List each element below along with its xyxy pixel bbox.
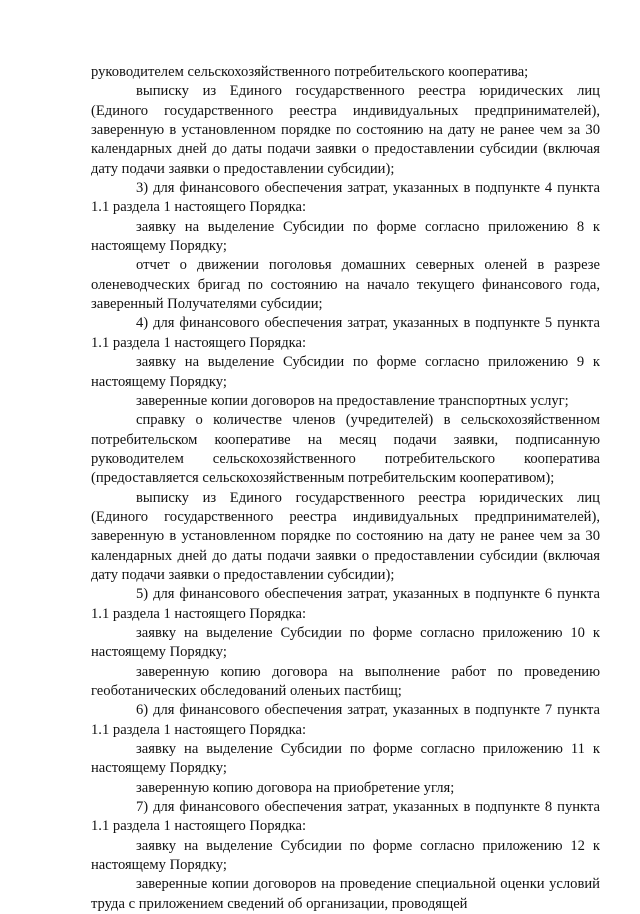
paragraph-3: 3) для финансового обеспечения затрат, указанных в подпункте 4 пункта 1.1 раздела 1 настоящего Порядка: [91,180,600,216]
document-page [91,63,600,914]
paragraph-4: заявку на выделение Субсидии по форме согласно приложению 8 к настоящему Порядку; [91,218,600,255]
paragraph-6: 4) для финансового обеспечения затрат, указанных в подпункте 5 пункта 1.1 раздела 1 настоящего Порядка: [91,315,600,351]
paragraph-14: 6) для финансового обеспечения затрат, указанных в подпункте 7 пункта 1.1 раздела 1 настоящего Порядка: [91,702,600,738]
paragraph-11: 5) для финансового обеспечения затрат, указанных в подпункте 6 пункта 1.1 раздела 1 настоящего Порядка: [91,586,600,622]
paragraph-13: заверенную копию договора на выполнение работ по проведению геоботанических обследований оленьих пастбищ; [91,663,600,699]
paragraph-1: руководителем сельскохозяйственного потребительского кооператива; [91,64,529,80]
paragraph-17: 7) для финансового обеспечения затрат, указанных в подпункте 8 пункта 1.1 раздела 1 настоящего Порядка: [91,799,600,835]
paragraph-5: отчет о движении поголовья домашних северных оленей в разрезе оленеводческих бригад по состоянию на начало текущего финансового года, заверенный Получателями субсидии; [91,257,600,313]
paragraph-19: заверенные копии договоров на проведение специальной оценки условий труда с приложением сведений об организации, проводящей [91,876,600,912]
paragraph-2: выписку из Единого государственного реестра юридических лиц (Единого государственного реестра индивидуальных предпринимателей), заверенную в установленном порядке по состоянию на дату не ранее чем за 30 календарных дней до даты подачи заявки о предоставлении субсидии (включая дату подачи заявки о предоставлении субсидии); [91,83,600,177]
paragraph-8: заверенные копии договоров на предоставление транспортных услуг; [136,392,569,409]
paragraph-15: заявку на выделение Субсидии по форме согласно приложению 11 к настоящему Порядку; [91,741,600,777]
paragraph-7: заявку на выделение Субсидии по форме согласно приложению 9 к настоящему Порядку; [91,354,600,390]
paragraph-18: заявку на выделение Субсидии по форме согласно приложению 12 к настоящему Порядку; [91,837,600,874]
paragraph-12: заявку на выделение Субсидии по форме согласно приложению 10 к настоящему Порядку; [91,624,600,661]
paragraph-10: выписку из Единого государственного реестра юридических лиц (Единого государственного реестра индивидуальных предпринимателей), заверенную в установленном порядке по состоянию на дату не ранее чем за 30 календарных дней до даты подачи заявки о предоставлении субсидии (включая дату подачи заявки о предоставлении субсидии); [91,489,600,583]
paragraph-9: справку о количестве членов (учредителей) в сельскохозяйственном потребительском кооперативе на месяц подачи заявки, подписанную руководителем сельскохозяйственного потребительского кооператива (предоставляется сельскохозяйственным потребительским кооперативом); [91,412,600,487]
paragraph-16: заверенную копию договора на приобретение угля; [136,779,455,796]
